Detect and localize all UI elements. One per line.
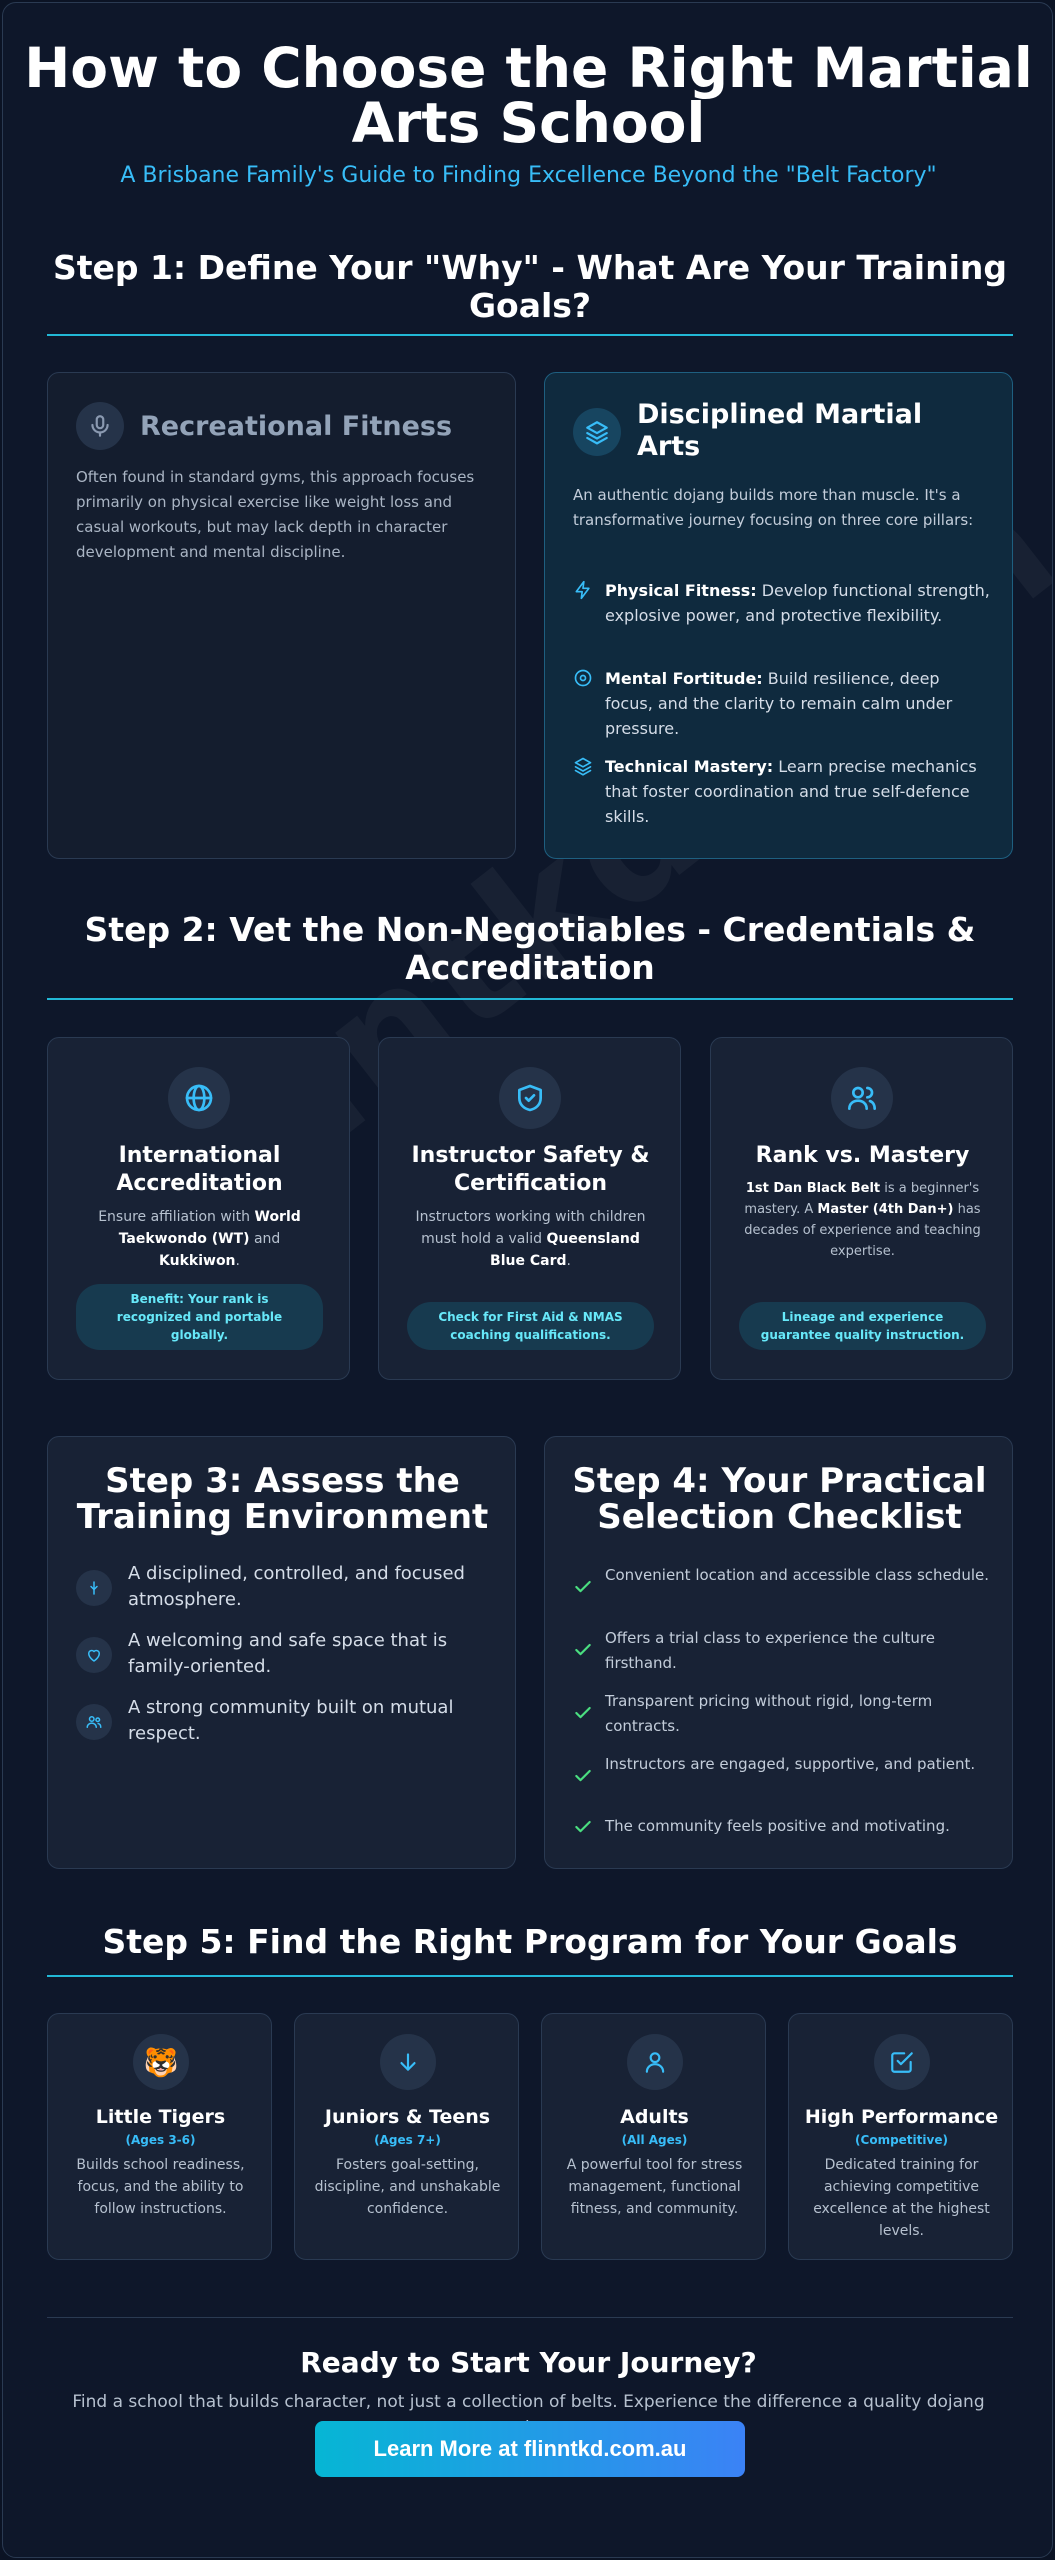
environment-item: A disciplined, controlled, and focused atmosphere.: [128, 1563, 465, 1610]
cta-heading: Ready to Start Your Journey?: [300, 2346, 757, 2379]
program-desc: Fosters goal-setting, discipline, and unshakable confidence.: [314, 2157, 501, 2217]
training-environment-card: [47, 1436, 516, 1869]
accreditation-title: International Accreditation: [116, 1143, 283, 1196]
checklist-item: Instructors are engaged, supportive, and patient.: [605, 1755, 976, 1773]
users-icon: [831, 1067, 893, 1129]
program-title: Juniors & Teens: [324, 2106, 491, 2128]
layers-icon: [573, 756, 593, 780]
check-icon: [573, 1577, 593, 1601]
page-title: How to Choose the Right Martial Arts School: [24, 36, 1033, 155]
check-icon: [573, 1640, 593, 1664]
step2-divider: [47, 998, 1013, 1000]
checklist-item: The community feels positive and motivating.: [605, 1817, 950, 1835]
accreditation-desc: Ensure affiliation with World Taekwondo (WT) and Kukkiwon.: [98, 1209, 301, 1269]
layers-icon: [573, 408, 621, 456]
program-card-little-tigers: [47, 2013, 272, 2260]
program-ages: (All Ages): [621, 2133, 688, 2147]
instructor-safety-desc: Instructors working with children must hold a valid Queensland Blue Card.: [415, 1209, 646, 1269]
rank-mastery-desc: 1st Dan Black Belt is a beginner's mastery. A Master (4th Dan+) has decades of experience and teaching expertise.: [744, 1181, 981, 1259]
learn-more-button[interactable]: Learn More at flinntkd.com.au: [315, 2421, 745, 2477]
program-card-high-performance: [788, 2013, 1013, 2260]
program-ages: (Competitive): [855, 2133, 948, 2147]
checklist-item: Offers a trial class to experience the culture firsthand.: [605, 1629, 935, 1672]
program-card-juniors-teens: [294, 2013, 519, 2260]
accreditation-benefit-pill: Benefit: Your rank is recognized and portable globally.: [76, 1284, 323, 1350]
recreational-text: Often found in standard gyms, this approach focuses primarily on physical exercise like weight loss and casual workouts, but may lack depth in character development and mental discipline.: [76, 468, 475, 561]
program-title: Little Tigers: [95, 2106, 226, 2128]
page-subtitle: A Brisbane Family's Guide to Finding Excellence Beyond the "Belt Factory": [120, 163, 937, 188]
pillar-label: Physical Fitness:: [605, 581, 757, 600]
pillar-text: Develop functional strength, explosive power, and protective flexibility.: [605, 581, 990, 625]
lightning-icon: [573, 580, 593, 604]
user-icon: [627, 2034, 683, 2090]
shield-check-icon: [499, 1067, 561, 1129]
pillar-text: Build resilience, deep focus, and the clarity to remain calm under pressure.: [605, 669, 953, 738]
instructor-safety-title: Instructor Safety & Certification: [411, 1143, 650, 1196]
step5-divider: [47, 1975, 1013, 1977]
rank-mastery-pill: Lineage and experience guarantee quality instruction.: [739, 1302, 986, 1350]
program-ages: (Ages 7+): [374, 2133, 441, 2147]
cta-text: Find a school that builds character, not just a collection of belts. Experience the difference a quality dojang: [72, 2392, 985, 2412]
rank-mastery-title: Rank vs. Mastery: [755, 1143, 970, 1168]
pillar-label: Technical Mastery:: [605, 757, 774, 776]
program-title: High Performance: [804, 2106, 999, 2128]
footer-divider: [47, 2317, 1013, 2318]
program-desc: Dedicated training for achieving competitive excellence at the highest levels.: [813, 2157, 990, 2239]
step4-heading: Step 4: Your Practical Selection Checklist: [572, 1461, 987, 1537]
pillar-label: Mental Fortitude:: [605, 669, 763, 688]
program-title: Adults: [620, 2106, 689, 2128]
globe-icon: [168, 1067, 230, 1129]
page-frame: [2, 2, 1053, 2558]
recreational-fitness-card: [47, 372, 516, 859]
community-icon: [76, 1704, 112, 1740]
step3-heading: Step 3: Assess the Training Environment: [76, 1461, 489, 1537]
check-icon: [573, 1703, 593, 1727]
program-card-adults: [541, 2013, 766, 2260]
selection-checklist-card: [544, 1436, 1013, 1869]
step2-heading: Step 2: Vet the Non-Negotiables - Credentials & Accreditation: [84, 910, 976, 987]
target-icon: [573, 668, 593, 692]
program-ages: (Ages 3-6): [125, 2133, 196, 2147]
pillar-text: Learn precise mechanics that foster coordination and true self-defence skills.: [605, 757, 977, 826]
checklist-item: Convenient location and accessible class schedule.: [605, 1566, 989, 1584]
step1-heading: Step 1: Define Your "Why" - What Are Your Training Goals?: [52, 248, 1008, 325]
instructor-safety-card: [378, 1037, 681, 1380]
recreational-title: Recreational Fitness: [140, 411, 453, 442]
focus-icon: [76, 1570, 112, 1606]
accreditation-card: [47, 1037, 350, 1380]
program-desc: Builds school readiness, focus, and the ability to follow instructions.: [76, 2157, 245, 2217]
heart-icon: [76, 1637, 112, 1673]
check-icon: [573, 1817, 593, 1841]
disciplined-intro: An authentic dojang builds more than muscle. It's a transformative journey focusing on three core pillars:: [573, 486, 974, 529]
checkbox-icon: [874, 2034, 930, 2090]
step5-heading: Step 5: Find the Right Program for Your Goals: [102, 1922, 958, 1961]
step1-divider: [47, 334, 1013, 336]
arrow-down-icon: [380, 2034, 436, 2090]
check-icon: [573, 1766, 593, 1790]
environment-item: A welcoming and safe space that is family-oriented.: [128, 1630, 448, 1677]
checklist-item: Transparent pricing without rigid, long-term contracts.: [605, 1692, 933, 1735]
disciplined-martial-arts-card: [544, 372, 1013, 859]
tiger-icon: 🐯: [133, 2034, 189, 2090]
disciplined-title: Disciplined Martial Arts: [637, 399, 923, 462]
microphone-icon: [76, 402, 124, 450]
program-desc: A powerful tool for stress management, functional fitness, and community.: [566, 2157, 743, 2217]
rank-mastery-card: [710, 1037, 1013, 1380]
instructor-safety-pill: Check for First Aid & NMAS coaching qualifications.: [407, 1302, 654, 1350]
environment-item: A strong community built on mutual respect.: [128, 1697, 454, 1744]
